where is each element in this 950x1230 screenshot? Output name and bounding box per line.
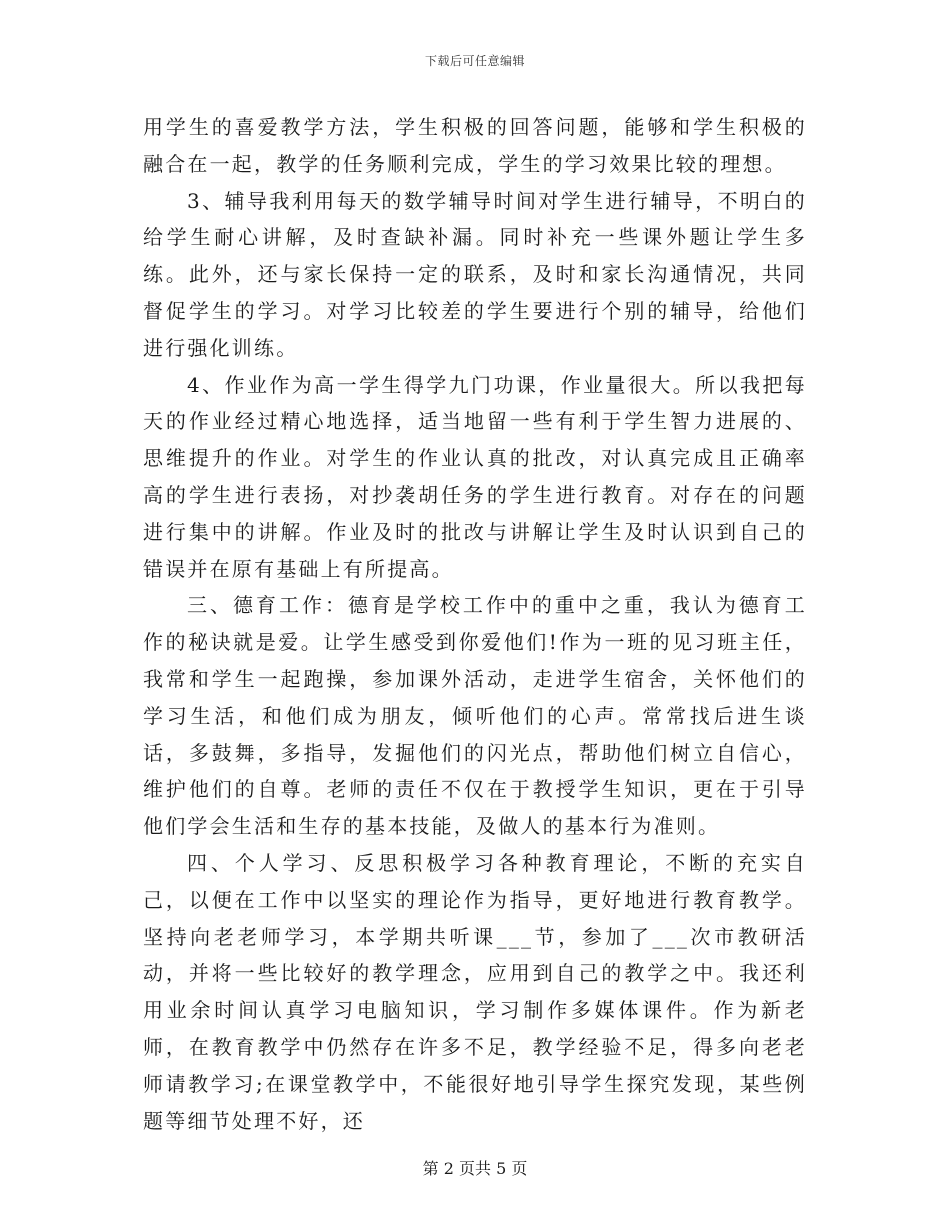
- document-body: [143, 109, 807, 1139]
- paragraph-continuation: 用学生的喜爱教学方法，学生积极的回答问题，能够和学生积极的融合在一起，教学的任务顺利完成，学生的学习效果比较的理想。: [143, 115, 807, 176]
- paragraph-tutoring: 3、辅导我利用每天的数学辅导时间对学生进行辅导，不明白的给学生耐心讲解，及时查缺补漏。同时补充一些课外题让学生多练。此外，还与家长保持一定的联系，及时和家长沟通情况，共同督促学生的学习。对学习比较差的学生要进行个别的辅导，给他们进行强化训练。: [143, 188, 807, 360]
- page-header: 下载后可任意编辑: [424, 54, 525, 68]
- paragraph-homework: 4、作业作为高一学生得学九门功课，作业量很大。所以我把每天的作业经过精心地选择，适当地留一些有利于学生智力进展的、思维提升的作业。对学生的作业认真的批改，对认真完成且正确率高的学生进行表扬，对抄袭胡任务的学生进行教育。对存在的问题进行集中的讲解。作业及时的批改与讲解让学生及时认识到自己的错误并在原有基础上有所提高。: [143, 372, 807, 581]
- paragraph-moral-education: 三、德育工作：德育是学校工作中的重中之重，我认为德育工作的秘诀就是爱。让学生感受到你爱他们!作为一班的见习班主任，我常和学生一起跑操，参加课外活动，走进学生宿舍，关怀他们的学习生活，和他们成为朋友，倾听他们的心声。常常找后进生谈话，多鼓舞，多指导，发掘他们的闪光点，帮助他们树立自信心，维护他们的自尊。老师的责任不仅在于教授学生知识，更在于引导他们学会生活和生存的基本技能，及做人的基本行为准则。: [143, 593, 807, 839]
- paragraph-personal-study: 四、个人学习、反思积极学习各种教育理论，不断的充实自己，以便在工作中以坚实的理论作为指导，更好地进行教育教学。坚持向老老师学习，本学期共听课___节，参加了___次市教研活动，并将一些比较好的教学理念，应用到自己的教学之中。我还利用业余时间认真学习电脑知识，学习制作多媒体课件。作为新老师，在教育教学中仍然存在许多不足，教学经验不足，得多向老老师请教学习;在课堂教学中，不能很好地引导学生探究发现，某些例题等细节处理不好，还: [143, 850, 807, 1133]
- page-footer: 第 2 页共 5 页: [422, 1159, 528, 1178]
